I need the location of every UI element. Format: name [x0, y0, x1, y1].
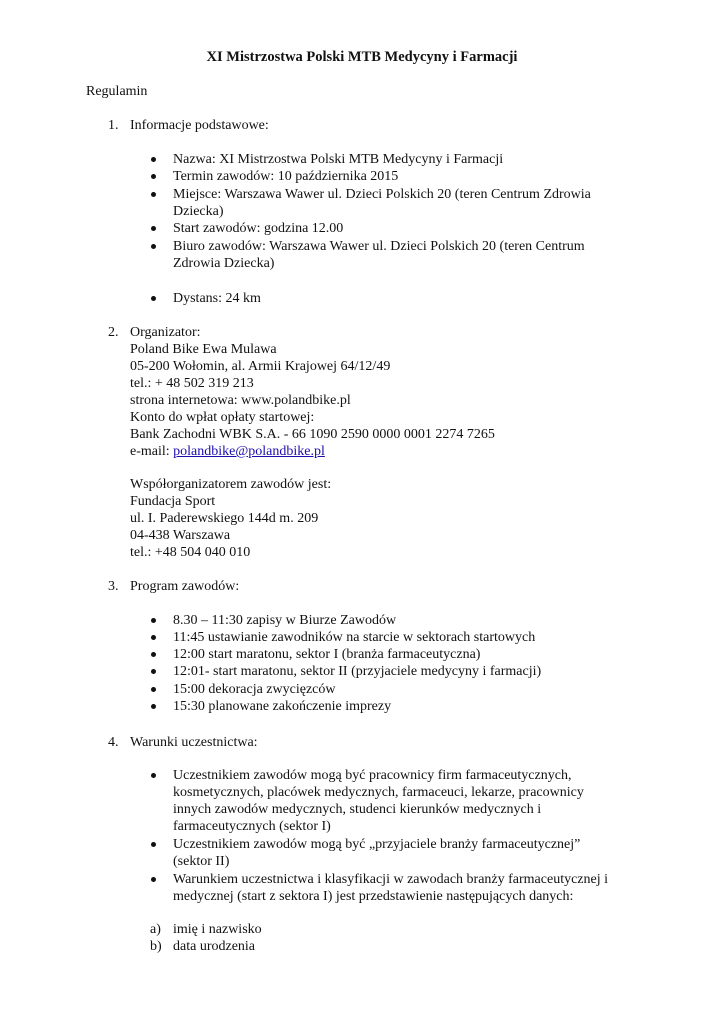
list-item: 12:01- start maratonu, sektor II (przyjaciele medycyny i farmacji)	[173, 664, 542, 679]
bullet-icon	[150, 871, 160, 888]
list-item: 15:30 planowane zakończenie imprezy	[173, 699, 392, 714]
bullet-icon	[150, 629, 160, 646]
bullet-icon	[150, 168, 160, 185]
list-item: Termin zawodów: 10 października 2015	[173, 169, 399, 184]
bullet-icon	[150, 186, 160, 203]
bullet-icon	[150, 681, 160, 698]
bullet-icon	[150, 698, 160, 715]
section-4-number: 4.	[108, 735, 119, 750]
list-item: Dystans: 24 km	[173, 291, 261, 306]
sub-item-text: data urodzenia	[173, 939, 256, 954]
section-3-number: 3.	[108, 579, 119, 594]
sub-item-text: imię i nazwisko	[173, 922, 262, 937]
list-item: Uczestnikiem zawodów mogą być pracownicy firm farmaceutycznych, kosmetycznych, placówek medycznych, farmaceuci, lekarze, pracownicy innych zawodów medycznych, studenci kierunków medycznych i farmaceutycznych (sektor I)	[173, 768, 584, 834]
section-3-label: Program zawodów:	[130, 579, 240, 594]
bullet-icon	[150, 151, 160, 168]
section-4-label: Warunki uczestnictwa:	[130, 735, 258, 750]
list-item: 11:45 ustawianie zawodników na starcie w sektorach startowych	[173, 630, 536, 645]
bullet-icon	[150, 663, 160, 680]
organizer-block: Organizator: Poland Bike Ewa Mulawa 05-200 Wołomin, al. Armii Krajowej 64/12/49 tel.: + 48 502 319 213 strona internetowa: www.polandbike.pl Konto do wpłat opłaty startowej: Bank Zachodni WBK S.A. - 66 1090 2590 0000 0001 2274 7265 e-mail: polandbike@polandbike.pl	[130, 325, 495, 459]
bullet-icon	[150, 290, 160, 307]
bullet-icon	[150, 612, 160, 629]
list-item: Nazwa: XI Mistrzostwa Polski MTB Medycyny i Farmacji	[173, 152, 504, 167]
co-organizer-block: Współorganizatorem zawodów jest: Fundacja Sport ul. I. Paderewskiego 144d m. 209 04-438 Warszawa tel.: +48 504 040 010	[130, 477, 332, 560]
document-title: XI Mistrzostwa Polski MTB Medycyny i Farmacji	[206, 49, 518, 65]
section-1-number: 1.	[108, 118, 119, 133]
list-item: Warunkiem uczestnictwa i klasyfikacji w zawodach branży farmaceutycznej i medycznej (start z sektora I) jest przedstawienie następujących danych:	[173, 872, 609, 904]
bullet-icon	[150, 767, 160, 784]
list-item: Uczestnikiem zawodów mogą być „przyjaciele branży farmaceutycznej” (sektor II)	[173, 837, 581, 869]
list-item: 8.30 – 11:30 zapisy w Biurze Zawodów	[173, 613, 397, 628]
bullet-icon	[150, 836, 160, 853]
sub-item-marker: a)	[150, 922, 161, 937]
section-1-label: Informacje podstawowe:	[130, 118, 269, 133]
list-item: Biuro zawodów: Warszawa Wawer ul. Dzieci Polskich 20 (teren Centrum Zdrowia Dziecka)	[173, 239, 585, 271]
bullet-icon	[150, 646, 160, 663]
list-item: 12:00 start maratonu, sektor I (branża farmaceutyczna)	[173, 647, 481, 662]
section-2-number: 2.	[108, 325, 119, 340]
list-item: Miejsce: Warszawa Wawer ul. Dzieci Polskich 20 (teren Centrum Zdrowia Dziecka)	[173, 187, 591, 219]
list-item: 15:00 dekoracja zwycięzców	[173, 682, 336, 697]
list-item: Start zawodów: godzina 12.00	[173, 221, 344, 236]
email-link[interactable]: polandbike@polandbike.pl	[173, 444, 325, 459]
document-heading: Regulamin	[86, 84, 148, 99]
bullet-icon	[150, 238, 160, 255]
bullet-icon	[150, 220, 160, 237]
sub-item-marker: b)	[150, 939, 162, 954]
